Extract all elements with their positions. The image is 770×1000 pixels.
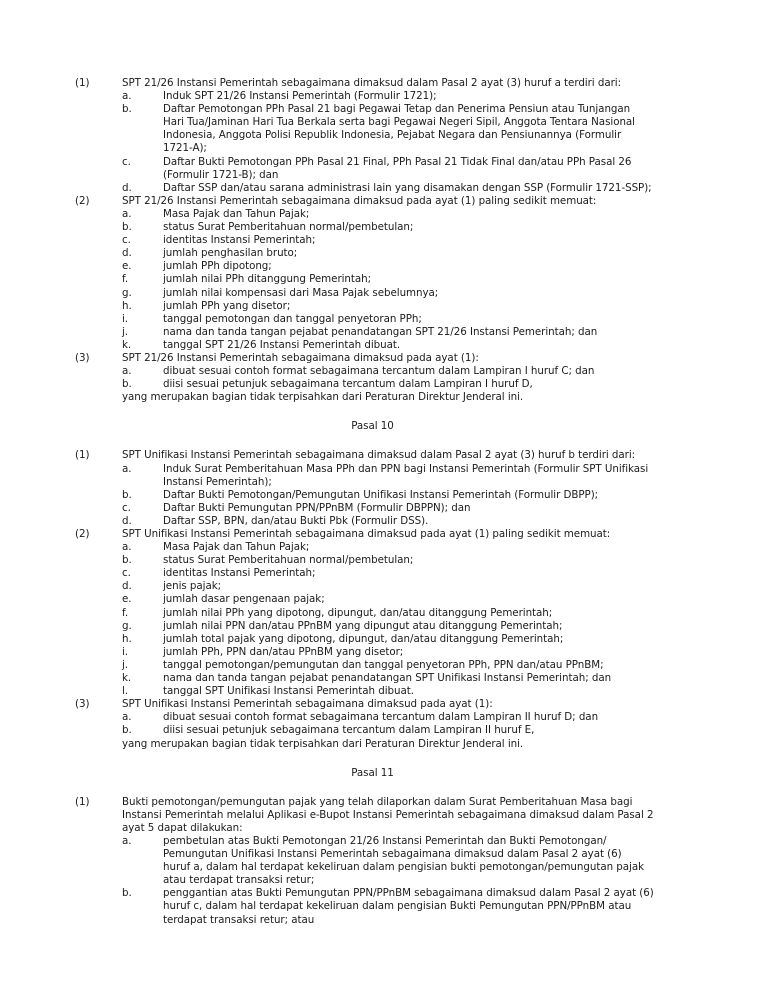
doc-line <box>75 182 700 195</box>
doc-line <box>75 313 700 326</box>
doc-line <box>75 142 700 155</box>
item-letter: a. <box>122 541 132 554</box>
doc-line <box>75 476 700 489</box>
line-text: nama dan tanda tangan pejabat penandatangan SPT 21/26 Instansi Pemerintah; dan <box>163 325 598 338</box>
doc-line <box>75 273 700 286</box>
item-letter: c. <box>122 501 131 514</box>
doc-line <box>75 208 700 221</box>
doc-line <box>75 116 700 129</box>
doc-line <box>75 103 700 116</box>
doc-line <box>75 874 700 887</box>
line-text: Daftar Bukti Pemotongan/Pemungutan Unifikasi Instansi Pemerintah (Formulir DBPP); <box>163 488 599 501</box>
line-text: jumlah nilai PPN dan/atau PPnBM yang dipungut atau ditanggung Pemerintah; <box>163 619 563 632</box>
doc-line <box>75 672 700 685</box>
item-letter: h. <box>122 299 132 312</box>
document-body <box>75 77 700 927</box>
line-text: identitas Instansi Pemerintah; <box>163 234 316 247</box>
line-text: yang merupakan bagian tidak terpisahkan dari Peraturan Direktur Jenderal ini. <box>122 391 524 404</box>
line-text: pembetulan atas Bukti Pemotongan 21/26 Instansi Pemerintah dan Bukti Pemotongan/ <box>163 834 607 847</box>
doc-line <box>75 378 700 391</box>
doc-line <box>75 861 700 874</box>
doc-line <box>75 391 700 404</box>
item-letter: a. <box>122 90 132 103</box>
item-letter: a. <box>122 834 132 847</box>
line-text: SPT Unifikasi Instansi Pemerintah sebagaimana dimaksud pada ayat (1) paling sedikit memuat: <box>122 528 611 540</box>
doc-line <box>75 365 700 378</box>
line-text: dibuat sesuai contoh format sebagaimana tercantum dalam Lampiran II huruf D; dan <box>163 711 599 724</box>
item-letter: j. <box>122 658 129 671</box>
line-text: jenis pajak; <box>163 580 222 593</box>
line-text: yang merupakan bagian tidak terpisahkan dari Peraturan Direktur Jenderal ini. <box>122 737 524 750</box>
doc-line <box>75 738 700 751</box>
doc-line <box>75 809 700 822</box>
item-number: (1) <box>75 77 90 89</box>
line-text: diisi sesuai petunjuk sebagaimana tercantum dalam Lampiran II huruf E, <box>163 724 535 737</box>
item-letter: k. <box>122 338 132 351</box>
line-text: ayat 5 dapat dilakukan: <box>122 821 243 834</box>
pasal-heading: Pasal 10 <box>351 420 394 433</box>
doc-line <box>75 607 700 620</box>
item-letter: k. <box>122 672 132 685</box>
doc-line <box>75 287 700 300</box>
item-letter: a. <box>122 207 132 220</box>
line-text: identitas Instansi Pemerintah; <box>163 567 316 580</box>
line-text: Bukti pemotongan/pemungutan pajak yang telah dilaporkan dalam Surat Pemberitahuan Masa bagi <box>122 795 633 808</box>
doc-line <box>75 463 700 476</box>
doc-line <box>75 646 700 659</box>
line-text: huruf a, dalam hal terdapat kekeliruan dalam pengisian bukti pemotongan/pemungutan pajak <box>163 861 645 874</box>
doc-line <box>75 685 700 698</box>
item-letter: a. <box>122 462 132 475</box>
doc-line <box>75 593 700 606</box>
line-text: jumlah nilai PPh yang dipotong, dipungut, dan/atau ditanggung Pemerintah; <box>163 606 553 619</box>
item-letter: a. <box>122 711 132 724</box>
doc-line <box>75 724 700 737</box>
doc-line <box>75 528 700 541</box>
line-text: tanggal pemotongan dan tanggal penyetoran PPh; <box>163 312 422 325</box>
doc-line <box>75 900 700 913</box>
line-text: jumlah dasar pengenaan pajak; <box>163 593 325 606</box>
line-text: jumlah nilai kompensasi dari Masa Pajak sebelumnya; <box>163 286 439 299</box>
doc-line <box>75 247 700 260</box>
doc-line <box>75 835 700 848</box>
line-text: SPT Unifikasi Instansi Pemerintah sebagaimana dimaksud pada ayat (1): <box>122 698 493 711</box>
line-text: jumlah PPh yang disetor; <box>163 299 291 312</box>
item-letter: l. <box>122 685 129 698</box>
item-letter: f. <box>122 606 129 619</box>
doc-line <box>75 129 700 142</box>
doc-line <box>75 489 700 502</box>
line-text: SPT 21/26 Instansi Pemerintah sebagaimana dimaksud pada ayat (1): <box>122 351 479 364</box>
pasal-block <box>75 420 700 750</box>
line-text: Instansi Pemerintah melalui Aplikasi e-Bupot Instansi Pemerintah sebagaimana dimaksud dalam Pasal 2 <box>122 808 654 821</box>
doc-line <box>75 567 700 580</box>
doc-line <box>75 659 700 672</box>
doc-line <box>75 260 700 273</box>
doc-line <box>75 698 700 711</box>
line-text: tanggal SPT 21/26 Instansi Pemerintah dibuat. <box>163 338 401 351</box>
line-text: jumlah total pajak yang dipotong, dipungut, dan/atau ditanggung Pemerintah; <box>163 632 564 645</box>
doc-line <box>75 221 700 234</box>
item-number: (2) <box>75 528 90 540</box>
doc-line <box>75 822 700 835</box>
doc-line <box>75 169 700 182</box>
line-text: Indonesia, Anggota Polisi Republik Indonesia, Pejabat Negara dan Pensiunannya (Formulir <box>163 129 622 142</box>
line-text: jumlah PPh, PPN dan/atau PPnBM yang disetor; <box>163 645 404 658</box>
item-letter: b. <box>122 103 132 116</box>
item-letter: j. <box>122 325 129 338</box>
doc-line <box>75 711 700 724</box>
item-letter: h. <box>122 632 132 645</box>
line-text: Daftar SSP, BPN, dan/atau Bukti Pbk (Formulir DSS). <box>163 514 429 527</box>
doc-line <box>75 90 700 103</box>
line-text: jumlah penghasilan bruto; <box>163 247 298 260</box>
line-text: dibuat sesuai contoh format sebagaimana tercantum dalam Lampiran I huruf C; dan <box>163 365 595 378</box>
item-letter: g. <box>122 619 132 632</box>
doc-line <box>75 77 700 90</box>
doc-line <box>75 796 700 809</box>
line-text: Daftar Bukti Pemotongan PPh Pasal 21 Final, PPh Pasal 21 Tidak Final dan/atau PPh Pasal 26 <box>163 155 632 168</box>
item-letter: d. <box>122 514 132 527</box>
line-text: jumlah nilai PPh ditanggung Pemerintah; <box>163 273 372 286</box>
line-text: Induk Surat Pemberitahuan Masa PPh dan PPN bagi Instansi Pemerintah (Formulir SPT Unifikasi <box>163 462 649 475</box>
line-text: tanggal SPT Unifikasi Instansi Pemerintah dibuat. <box>163 685 414 698</box>
line-text: huruf c, dalam hal terdapat kekeliruan dalam pengisian Bukti Pemungutan PPN/PPnBM atau <box>163 900 632 913</box>
doc-line <box>75 339 700 352</box>
item-number: (3) <box>75 698 90 711</box>
line-text: status Surat Pemberitahuan normal/pembetulan; <box>163 554 414 567</box>
doc-line <box>75 352 700 365</box>
line-text: (Formulir 1721-B); dan <box>163 168 279 181</box>
line-text: SPT 21/26 Instansi Pemerintah sebagaimana dimaksud dalam Pasal 2 ayat (3) huruf a terdiri dari: <box>122 77 621 89</box>
item-letter: b. <box>122 887 132 900</box>
doc-line <box>75 326 700 339</box>
line-text: nama dan tanda tangan pejabat penandatangan SPT Unifikasi Instansi Pemerintah; dan <box>163 672 612 685</box>
item-letter: e. <box>122 260 132 273</box>
line-text: Masa Pajak dan Tahun Pajak; <box>163 207 310 220</box>
item-letter: d. <box>122 181 132 194</box>
line-text: status Surat Pemberitahuan normal/pembetulan; <box>163 221 414 234</box>
doc-line <box>75 515 700 528</box>
item-letter: f. <box>122 273 129 286</box>
line-text: SPT 21/26 Instansi Pemerintah sebagaimana dimaksud pada ayat (1) paling sedikit memuat: <box>122 194 597 207</box>
line-text: tanggal pemotongan/pemungutan dan tanggal penyetoran PPh, PPN dan/atau PPnBM; <box>163 658 604 671</box>
doc-line <box>75 449 700 462</box>
item-letter: d. <box>122 580 132 593</box>
doc-line <box>75 156 700 169</box>
item-letter: e. <box>122 593 132 606</box>
line-text: Masa Pajak dan Tahun Pajak; <box>163 541 310 554</box>
pasal-block <box>75 77 700 404</box>
item-letter: b. <box>122 724 132 737</box>
doc-line <box>75 234 700 247</box>
doc-line <box>75 848 700 861</box>
line-text: Daftar Bukti Pemungutan PPN/PPnBM (Formulir DBPPN); dan <box>163 501 471 514</box>
item-number: (3) <box>75 351 90 364</box>
doc-line <box>75 195 700 208</box>
pasal-heading: Pasal 11 <box>351 766 394 779</box>
item-letter: b. <box>122 554 132 567</box>
line-text: 1721-A); <box>163 142 207 155</box>
item-letter: b. <box>122 488 132 501</box>
item-letter: c. <box>122 155 131 168</box>
line-text: atau terdapat transaksi retur; <box>163 874 315 887</box>
doc-line <box>75 633 700 646</box>
doc-line <box>75 914 700 927</box>
item-letter: i. <box>122 645 129 658</box>
item-letter: g. <box>122 286 132 299</box>
item-letter: b. <box>122 221 132 234</box>
item-letter: a. <box>122 365 132 378</box>
line-text: SPT Unifikasi Instansi Pemerintah sebagaimana dimaksud dalam Pasal 2 ayat (3) huruf b terdiri dari: <box>122 449 636 462</box>
doc-line <box>75 620 700 633</box>
doc-line <box>75 887 700 900</box>
line-text: jumlah PPh dipotong; <box>163 260 272 273</box>
line-text: Instansi Pemerintah); <box>163 475 272 488</box>
line-text: terdapat transaksi retur; atau <box>163 913 315 926</box>
item-number: (1) <box>75 795 90 808</box>
line-text: Daftar Pemotongan PPh Pasal 21 bagi Pegawai Tetap dan Penerima Pensiun atau Tunjangan <box>163 103 631 116</box>
item-letter: i. <box>122 312 129 325</box>
item-number: (2) <box>75 194 90 207</box>
line-text: penggantian atas Bukti Pemungutan PPN/PPnBM sebagaimana dimaksud dalam Pasal 2 ayat (6) <box>163 887 654 900</box>
item-letter: c. <box>122 567 131 580</box>
line-text: diisi sesuai petunjuk sebagaimana tercantum dalam Lampiran I huruf D, <box>163 378 533 391</box>
item-letter: c. <box>122 234 131 247</box>
doc-line <box>75 541 700 554</box>
doc-line <box>75 300 700 313</box>
doc-line <box>75 580 700 593</box>
item-letter: d. <box>122 247 132 260</box>
doc-line <box>75 554 700 567</box>
item-letter: b. <box>122 378 132 391</box>
item-number: (1) <box>75 449 90 462</box>
pasal-block <box>75 767 700 927</box>
line-text: Pemungutan Unifikasi Instansi Pemerintah sebagaimana dimaksud dalam Pasal 2 ayat (6) <box>163 848 622 861</box>
line-text: Hari Tua/Jaminan Hari Tua Berkala serta bagi Pegawai Negeri Sipil, Anggota Tentara Nasional <box>163 116 635 129</box>
doc-line <box>75 502 700 515</box>
line-text: Daftar SSP dan/atau sarana administrasi lain yang disamakan dengan SSP (Formulir 1721-SSP); <box>163 181 652 194</box>
line-text: Induk SPT 21/26 Instansi Pemerintah (Formulir 1721); <box>163 90 437 103</box>
